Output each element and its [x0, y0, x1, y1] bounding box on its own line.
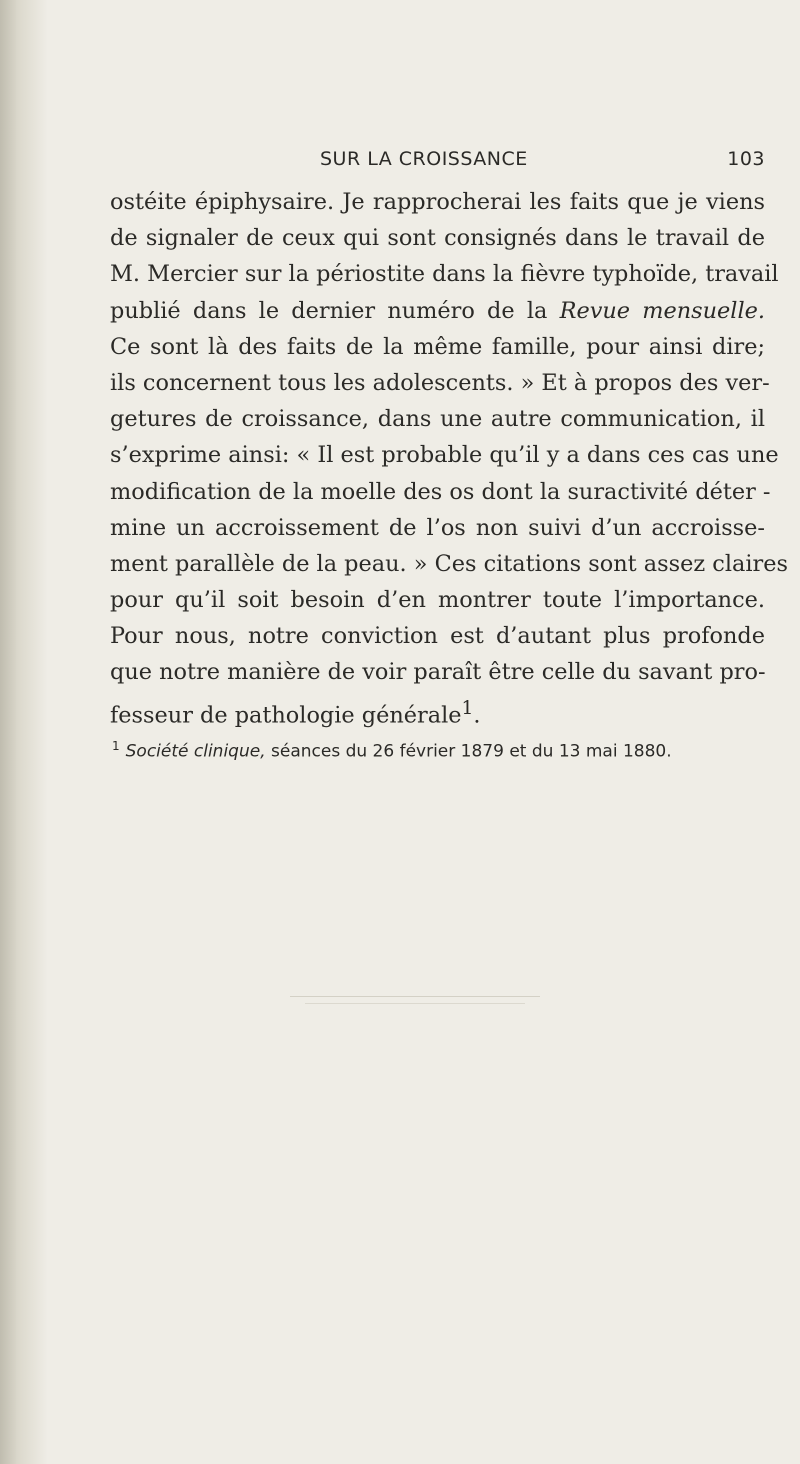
- footnote-text: séances du 26 février 1879 et du 13 mai 1880.: [271, 741, 672, 762]
- page-number: 103: [727, 148, 765, 170]
- running-title: SUR LA CROISSANCE: [320, 148, 528, 170]
- text-segment: fesseur de pathologie générale: [110, 702, 462, 729]
- page-binding-edge: [0, 0, 16, 1464]
- running-head: [110, 148, 765, 176]
- text-line: pour qu’il soit besoin d’en montrer toute l’importance.: [110, 587, 765, 614]
- text-line: ostéite épiphysaire. Je rapprocherai les faits que je viens: [110, 189, 765, 215]
- bleed-through-rule: [290, 996, 540, 997]
- text-line: ils concernent tous les adolescents. » Et à propos des ver-: [110, 369, 770, 396]
- text-line: mine un accroissement de l’os non suivi d’un accroisse-: [110, 514, 765, 541]
- text-line: s’exprime ainsi: « Il est probable qu’il y a dans ces cas une: [110, 442, 779, 469]
- body-text: [110, 184, 788, 729]
- text-line-last: [110, 691, 765, 727]
- text-segment: publié dans le dernier numéro de la: [110, 297, 548, 324]
- text-line: getures de croissance, dans une autre communication, il: [110, 406, 765, 433]
- text-line: de signaler de ceux qui sont consignés dans le travail de: [110, 225, 765, 252]
- journal-title: Revue mensuelle.: [559, 297, 765, 324]
- text-line: ment parallèle de la peau. » Ces citations sont assez claires: [110, 550, 788, 577]
- footnote-journal: Société clinique,: [125, 741, 266, 762]
- text-line: Ce sont là des faits de la même famille, pour ainsi dire;: [110, 333, 765, 360]
- footnote-reference: 1: [461, 697, 474, 719]
- text-line-with-title: [110, 293, 765, 329]
- text-line: Pour nous, notre conviction est d’autant plus profonde: [110, 623, 765, 650]
- text-segment: .: [473, 702, 481, 729]
- text-line: que notre manière de voir paraît être celle du savant pro-: [110, 659, 766, 686]
- bleed-through-rule: [305, 1003, 525, 1004]
- footnote: [112, 734, 767, 764]
- footnote-marker: 1: [112, 739, 120, 753]
- text-line: M. Mercier sur la périostite dans la fièvre typhoïde, travail: [110, 261, 779, 288]
- text-line: modification de la moelle des os dont la suractivité déter -: [110, 478, 771, 505]
